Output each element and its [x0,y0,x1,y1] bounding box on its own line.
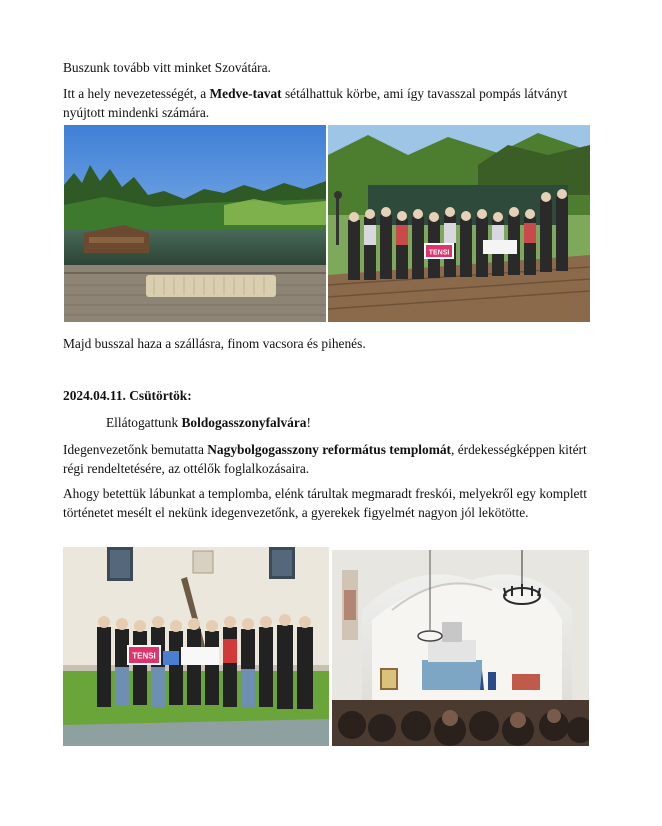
paragraph-medve-lake [63,84,603,122]
bold-boldogasszonyfalva: Boldogasszonyfalvára [181,415,307,430]
paragraph-text: Ellátogattunk [106,415,182,430]
paragraph-text: Idegenvezetőnk bemutatta [63,442,208,457]
paragraph-bus-to-szovata [63,58,603,77]
paragraph-boldogasszonyfalva [106,413,646,432]
paragraph-text: Ahogy betettük lábunkat a templomba, elénk tárultak megmaradt freskói, melyekről egy komplett történetet mesélt el nekünk idegenvezetőnk, a gyerekek figyelmét nagyon jól lekötötte. [63,486,587,520]
paragraph-text: ! [306,415,311,430]
paragraph-text: Buszunk tovább vitt minket Szovátára. [63,60,271,75]
paragraph-frescoes [63,484,603,522]
bold-medve-tavat: Medve-tavat [209,86,282,101]
paragraph-church-tour [63,440,603,478]
sign-text: TENSI [428,249,450,257]
paragraph-dinner-rest [63,334,603,353]
photo-group-lakeside [328,125,590,322]
bold-church-name: Nagybolgogasszony református templomát [207,442,452,457]
paragraph-text: Majd busszal haza a szállásra, finom vacsora és pihenés. [63,336,366,351]
paragraph-text: , érdekességképpen kitért régi rendeltetésére, az ottélők foglalkozásaira. [63,442,587,476]
paragraph-text: Itt a hely nevezetességét, a [63,86,210,101]
sign-text: TENSI [132,651,156,661]
heading-text: 2024.04.11. Csütörtök: [63,388,192,403]
photo-medve-lake [64,125,326,322]
date-heading [63,386,603,405]
photo-church-interior [332,550,589,746]
photo-group-church [63,547,329,746]
paragraph-text: sétálhattuk körbe, ami így tavasszal pompás látványt nyújtott mindenki számára. [63,86,568,120]
